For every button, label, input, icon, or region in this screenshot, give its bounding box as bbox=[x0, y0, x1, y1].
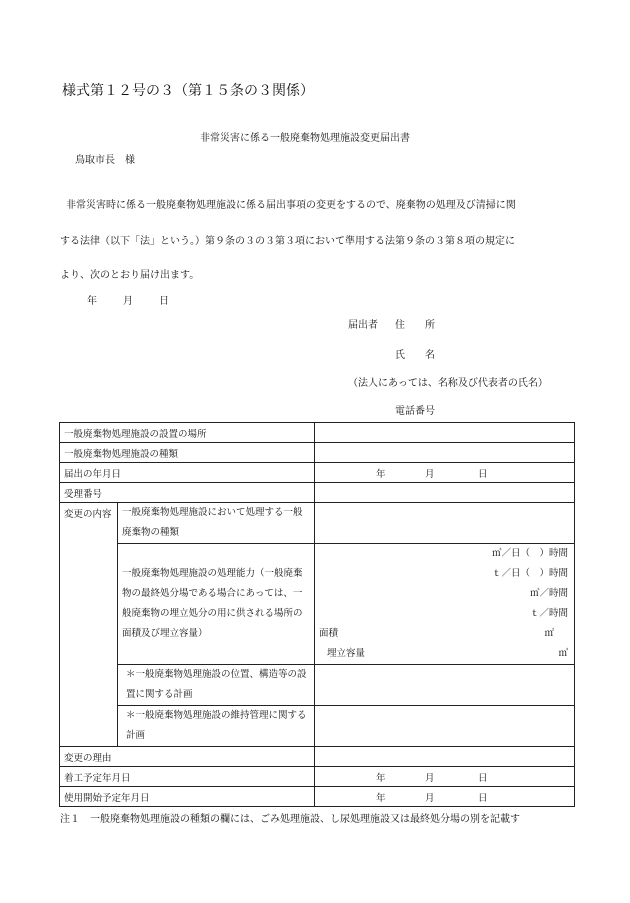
name-label: 氏 名 bbox=[395, 350, 435, 361]
use-date-day: 日 bbox=[478, 792, 488, 804]
capacity-unit-3: ㎥／時間 bbox=[529, 588, 568, 599]
notification-table bbox=[59, 422, 575, 807]
body-text-line-2: する法律（以下「法」という。）第９条の３の３第３項において準用する法第９条の３第８項の規定に bbox=[60, 236, 515, 247]
date-year: 年 bbox=[87, 296, 97, 307]
area-label: 面積 bbox=[319, 628, 339, 639]
capacity-label: 一般廃棄物処理施設の処理能力（一般廃棄物の最終処分場である場合にあっては、一般廃棄物の埋立処分の用に供される場所の面積及び埋立容量） bbox=[118, 544, 315, 665]
date-day: 日 bbox=[159, 296, 169, 307]
location-label: 一般廃棄物処理施設の設置の場所 bbox=[60, 423, 315, 443]
date-month: 月 bbox=[123, 296, 133, 307]
use-date-value bbox=[315, 787, 575, 807]
notify-date-value bbox=[315, 463, 575, 483]
capacity-unit-2: ｔ／日（ ）時間 bbox=[491, 568, 568, 579]
notify-date-label: 届出の年月日 bbox=[60, 463, 315, 483]
corporation-note: （法人にあっては、名称及び代表者の氏名） bbox=[348, 378, 548, 389]
receipt-number-label: 受理番号 bbox=[60, 483, 315, 503]
waste-type-label: 一般廃棄物処理施設において処理する一般廃棄物の種類 bbox=[118, 503, 315, 544]
start-date-label: 着工予定年月日 bbox=[60, 767, 315, 787]
use-date-year: 年 bbox=[376, 792, 386, 804]
start-date-value bbox=[315, 767, 575, 787]
phone-label: 電話番号 bbox=[395, 406, 435, 417]
volume-label: 埋立容量 bbox=[327, 648, 366, 659]
body-text-line-1: 非常災害時に係る一般廃棄物処理施設に係る届出事項の変更をするので、廃棄物の処理及び清掃に関 bbox=[66, 200, 516, 211]
maintenance-plan-value bbox=[315, 706, 575, 747]
date-line bbox=[87, 292, 169, 307]
facility-type-label: 一般廃棄物処理施設の種類 bbox=[60, 443, 315, 463]
change-reason-value bbox=[315, 747, 575, 767]
change-reason-label: 変更の理由 bbox=[60, 747, 315, 767]
volume-unit: ㎥ bbox=[558, 648, 568, 659]
notify-date-year: 年 bbox=[376, 468, 386, 480]
waste-type-value bbox=[315, 503, 575, 544]
facility-type-value bbox=[315, 443, 575, 463]
capacity-unit-1: ㎥／日（ ）時間 bbox=[491, 548, 568, 559]
notify-date-month: 月 bbox=[425, 468, 435, 480]
maintenance-plan-label: ＊一般廃棄物処理施設の維持管理に関する計画 bbox=[118, 706, 315, 747]
body-text-line-3: より、次のとおり届け出ます。 bbox=[60, 270, 200, 281]
capacity-value bbox=[315, 544, 575, 665]
notifier-label: 届出者 bbox=[348, 320, 378, 331]
start-date-day: 日 bbox=[478, 772, 488, 784]
area-unit: ㎡ bbox=[544, 628, 554, 639]
change-content-label: 変更の内容 bbox=[60, 503, 118, 747]
use-date-month: 月 bbox=[425, 792, 435, 804]
addressee: 鳥取市長 様 bbox=[75, 155, 135, 166]
notify-date-day: 日 bbox=[478, 468, 488, 480]
address-label: 住 所 bbox=[395, 320, 435, 331]
position-plan-label: ＊一般廃棄物処理施設の位置、構造等の設置に関する計画 bbox=[118, 665, 315, 706]
start-date-year: 年 bbox=[376, 772, 386, 784]
form-number-title: 様式第１２号の３（第１５条の３関係） bbox=[62, 83, 314, 99]
start-date-month: 月 bbox=[425, 772, 435, 784]
footnote: 注１ 一般廃棄物処理施設の種類の欄には、ごみ処理施設、し尿処理施設又は最終処分場の別を記載す bbox=[60, 814, 520, 825]
location-value bbox=[315, 423, 575, 443]
document-title: 非常災害に係る一般廃棄物処理施設変更届出書 bbox=[200, 133, 410, 144]
receipt-number-value bbox=[315, 483, 575, 503]
capacity-unit-4: ｔ／時間 bbox=[529, 608, 568, 619]
use-date-label: 使用開始予定年月日 bbox=[60, 787, 315, 807]
position-plan-value bbox=[315, 665, 575, 706]
